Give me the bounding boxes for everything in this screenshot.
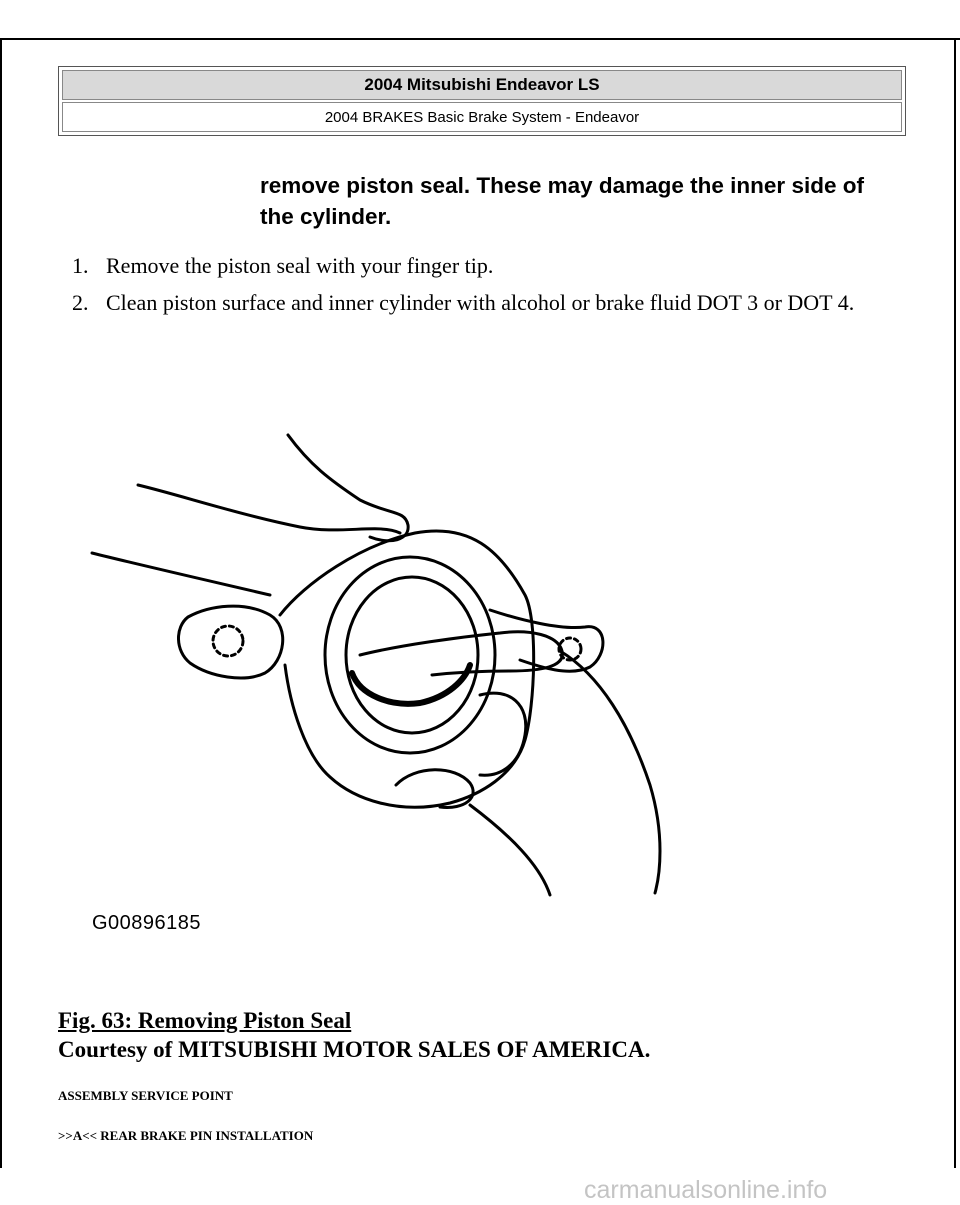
step-number: 2.: [72, 290, 89, 315]
page-border-right: [954, 38, 956, 1168]
subsection-heading: >>A<< REAR BRAKE PIN INSTALLATION: [58, 1128, 314, 1143]
caliper-arm-left: [178, 606, 282, 678]
index-finger-outline: [288, 435, 408, 541]
step-text: Remove the piston seal with your finger tip.: [106, 253, 494, 278]
figure-courtesy: Courtesy of MITSUBISHI MOTOR SALES OF AMERICA.: [58, 1037, 651, 1062]
procedure-step: [72, 287, 892, 318]
hand-back-outline: [560, 651, 660, 893]
caution-text: remove piston seal. These may damage the inner side of the cylinder.: [260, 173, 864, 229]
piston-seal-ring: [352, 665, 470, 704]
procedure-steps: [72, 250, 892, 324]
watermark-text: carmanualsonline.info: [584, 1176, 828, 1204]
page-border-top: [0, 38, 960, 40]
middle-finger-outline: [480, 693, 526, 775]
caliper-bolt-hole-left: [213, 626, 243, 656]
step-text: Clean piston surface and inner cylinder with alcohol or brake fluid DOT 3 or DOT 4.: [106, 290, 855, 315]
ring-finger-outline: [396, 770, 473, 808]
figure-id: G00896185: [92, 912, 202, 934]
palm-outline: [470, 805, 550, 895]
caliper-arm-right: [490, 610, 603, 671]
section-heading: ASSEMBLY SERVICE POINT: [58, 1088, 233, 1103]
document-subtitle: 2004 BRAKES Basic Brake System - Endeavor: [62, 102, 902, 132]
document-header: [58, 66, 906, 136]
step-number: 1.: [72, 253, 89, 278]
figure-caption[interactable]: Fig. 63: Removing Piston Seal: [58, 1008, 352, 1033]
wrist-outline: [92, 553, 270, 595]
document-title: 2004 Mitsubishi Endeavor LS: [62, 70, 902, 100]
piston-seal-illustration: [60, 405, 780, 965]
page-border-left: [0, 38, 2, 1168]
thumb-outline: [138, 485, 400, 533]
cylinder-bore-outer: [325, 557, 495, 753]
procedure-step: [72, 250, 892, 281]
